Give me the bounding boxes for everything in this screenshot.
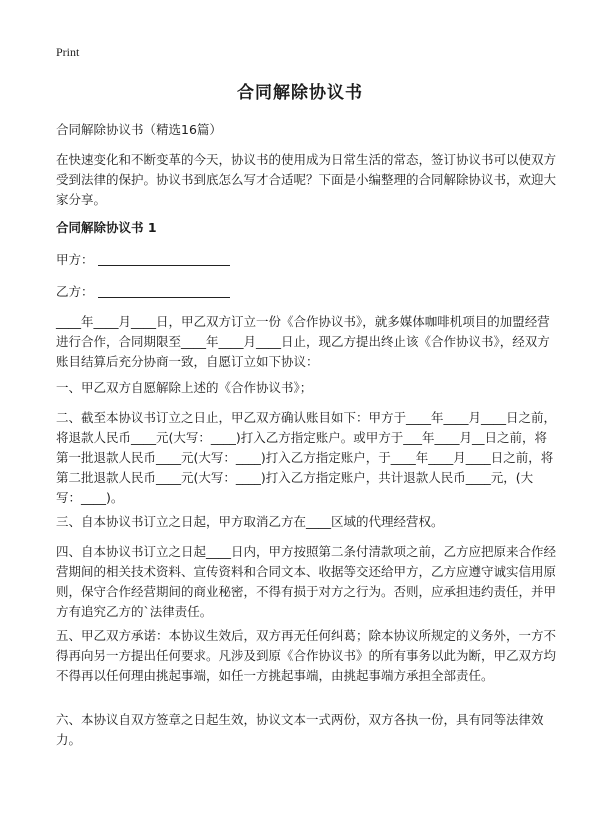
print-link[interactable]: Print <box>56 45 80 59</box>
party-a-line <box>56 250 556 270</box>
clause-6: 六、本协议自双方签章之日起生效，协议文本一式两份，双方各执一份，具有同等法律效力。 <box>56 712 544 747</box>
subtitle: 合同解除协议书（精选16篇） <box>56 122 222 137</box>
clause-1: 一、甲乙双方自愿解除上述的《合作协议书》； <box>56 380 313 395</box>
document-title: 合同解除协议书 <box>237 83 363 103</box>
party-b-label: 乙方： <box>56 284 94 299</box>
clause-3: 三、自本协议书订立之日起，甲方取消乙方在____区域的代理经营权。 <box>56 514 444 529</box>
party-b-line <box>56 282 556 302</box>
clause-5: 五、甲乙双方承诺：本协议生效后，双方再无任何纠葛；除本协议所规定的义务外，一方不得再向另一方提出任何要求。凡涉及到原《合作协议书》的所有事务以此为断，甲乙双方均不得再以任何理由挑起事端，如任一方挑起事端，由挑起事端方承担全部责任。 <box>56 628 557 683</box>
intro-paragraph: 在快速变化和不断变革的今天，协议书的使用成为日常生活的常态，签订协议书可以使双方受到法律的保护。协议书到底怎么写才合适呢？下面是小编整理的合同解除协议书，欢迎大家分享。 <box>56 152 557 207</box>
clause-preamble: ____年____月____日，甲乙双方订立一份《合作协议书》，就多媒体咖啡机项目的加盟经营进行合作，合同期限至____年____月____日止，现乙方提出终止该《合作协议书》，经双方账目结算后充分协商一致，自愿订立如下协议： <box>56 314 550 369</box>
party-b-field <box>98 283 230 298</box>
clause-4: 四、自本协议书订立之日起____日内，甲方按照第二条付清款项之前，乙方应把原来合作经营期间的相关技术资料、宣传资料和合同文本、收据等交还给甲方，乙方应遵守诚实信用原则，保守合作经营期间的商业秘密，不得有损于对方之行为。否则，应承担违约责任，并甲方有追究乙方的`法律责任。 <box>56 544 557 619</box>
party-a-label: 甲方： <box>56 252 94 267</box>
party-a-field <box>98 251 230 266</box>
section-heading: 合同解除协议书 1 <box>56 220 157 235</box>
clause-2: 二、截至本协议书订立之日止，甲乙双方确认账目如下：甲方于____年____月____日之前，将退款人民币____元(大写：____)打入乙方指定账户。或甲方于___年____月__日之前，将第一批退款人民币____元(大写：____)打入乙方指定账户，于____年____月____日之前，将第二批退款人民币____元(大写：____)打入乙方指定账户，共计退款人民币____元，(大写：____)。 <box>56 410 557 505</box>
